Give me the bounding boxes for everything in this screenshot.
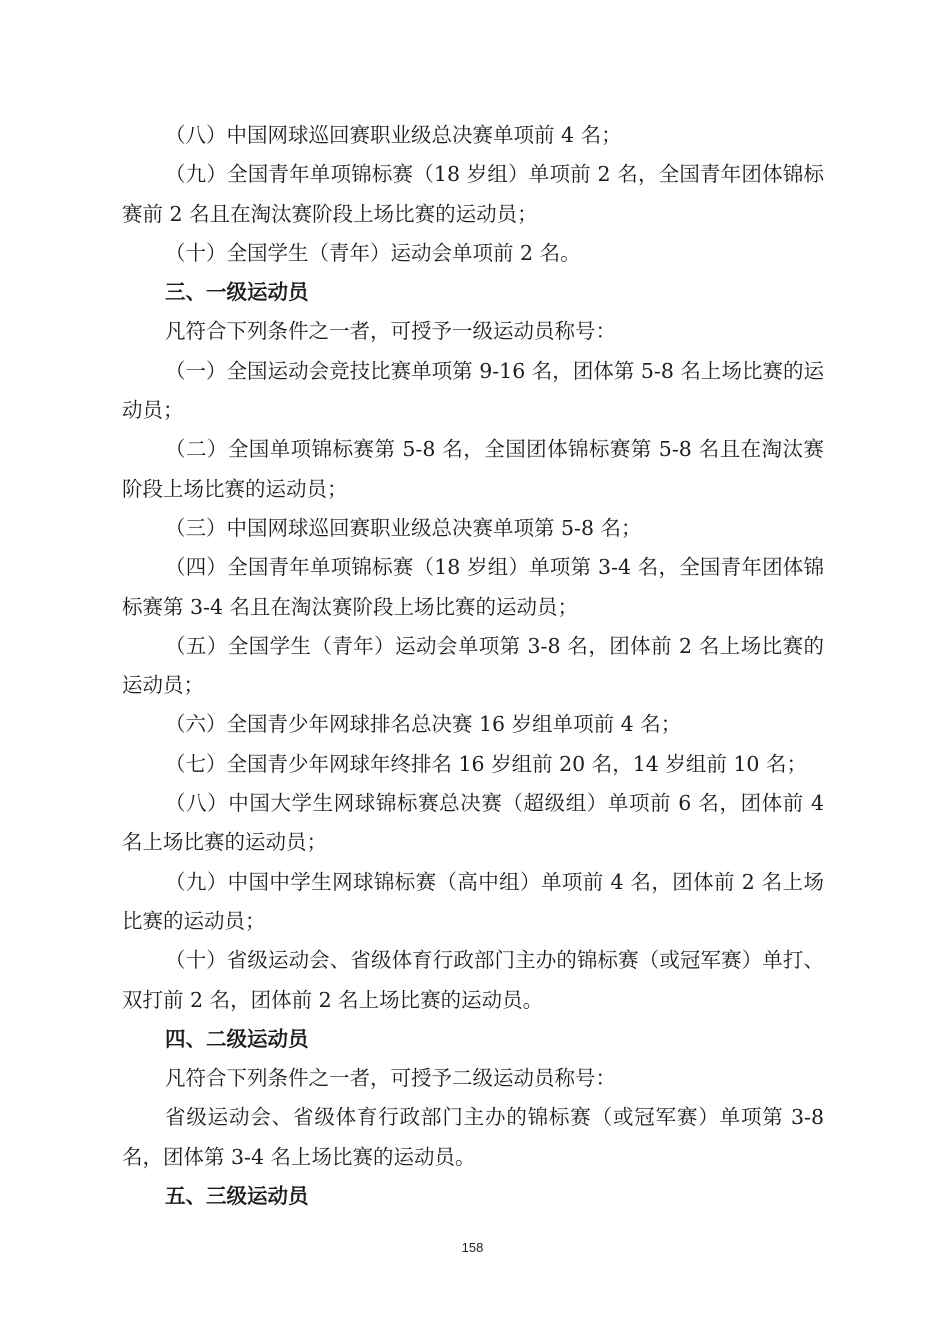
paragraph: （七）全国青少年网球年终排名 16 岁组前 20 名，14 岁组前 10 名； <box>165 751 807 776</box>
section-heading: 五、三级运动员 <box>165 1184 309 1209</box>
paragraph: 省级运动会、省级体育行政部门主办的锦标赛（或冠军赛）单项第 3-8 名，团体第 3-4 名上场比赛的运动员。 <box>122 1105 824 1169</box>
page-number: 158 <box>461 1240 484 1255</box>
paragraph: （十）省级运动会、省级体育行政部门主办的锦标赛（或冠军赛）单打、双打前 2 名，团体前 2 名上场比赛的运动员。 <box>122 948 824 1012</box>
paragraph: （二）全国单项锦标赛第 5-8 名，全国团体锦标赛第 5-8 名且在淘汰赛阶段上场比赛的运动员； <box>122 437 824 501</box>
paragraph: （九）中国中学生网球锦标赛（高中组）单项前 4 名，团体前 2 名上场比赛的运动员； <box>122 869 824 933</box>
paragraph: （五）全国学生（青年）运动会单项第 3-8 名，团体前 2 名上场比赛的运动员； <box>122 633 824 698</box>
paragraph: （三）中国网球巡回赛职业级总决赛单项第 5-8 名； <box>165 515 642 540</box>
section-heading: 四、二级运动员 <box>165 1026 309 1051</box>
paragraph: （九）全国青年单项锦标赛（18 岁组）单项前 2 名，全国青年团体锦标赛前 2 名且在淘汰赛阶段上场比赛的运动员； <box>122 162 824 226</box>
paragraph: （八）中国网球巡回赛职业级总决赛单项前 4 名； <box>165 123 622 147</box>
paragraph: （一）全国运动会竞技比赛单项第 9-16 名，团体第 5-8 名上场比赛的运动员； <box>122 358 824 423</box>
paragraph: （十）全国学生（青年）运动会单项前 2 名。 <box>165 240 581 265</box>
paragraph: （八）中国大学生网球锦标赛总决赛（超级组）单项前 6 名，团体前 4 名上场比赛的运动员； <box>122 791 824 855</box>
section-heading: 三、一级运动员 <box>165 280 309 305</box>
paragraph: 凡符合下列条件之一者，可授予一级运动员称号： <box>165 319 616 344</box>
document-body <box>122 116 824 1216</box>
paragraph: 凡符合下列条件之一者，可授予二级运动员称号： <box>165 1066 616 1091</box>
paragraph: （六）全国青少年网球排名总决赛 16 岁组单项前 4 名； <box>165 712 682 737</box>
paragraph: （四）全国青年单项锦标赛（18 岁组）单项第 3-4 名，全国青年团体锦标赛第 3-4 名且在淘汰赛阶段上场比赛的运动员； <box>122 555 824 619</box>
